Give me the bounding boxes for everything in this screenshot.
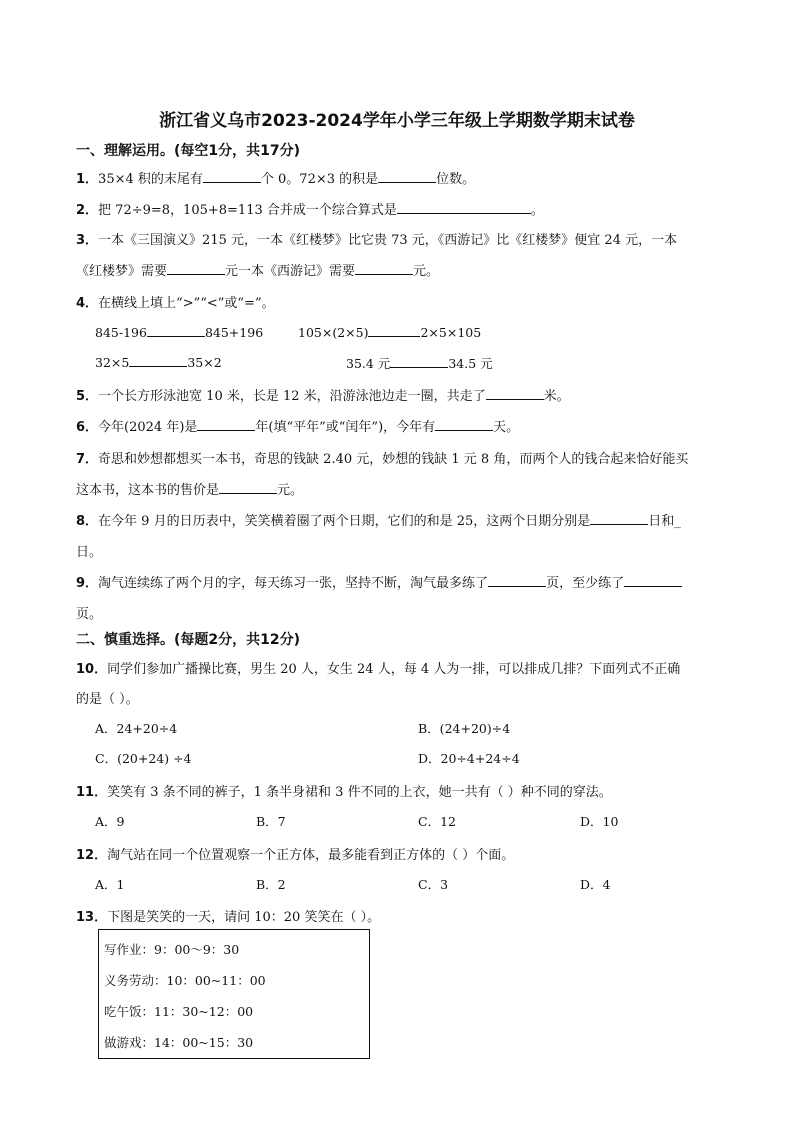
option-a[interactable]: A．1 [95,877,125,892]
option-a[interactable]: A．24+20÷4 [95,721,178,736]
question-9-line-2 [76,603,102,622]
compare-item-1 [95,324,263,340]
expression: 105×(2×5) [298,325,369,340]
answer-blank[interactable] [378,170,436,183]
question-3-line-2 [76,260,439,279]
option-c[interactable]: C．12 [418,814,456,829]
question-10-line-2 [76,688,139,707]
answer-blank[interactable] [624,574,682,587]
answer-blank[interactable] [368,324,420,337]
question-7-line-1 [76,448,688,467]
question-4 [76,292,275,311]
question-13 [76,906,380,925]
question-number: 7． [76,452,99,467]
option-d[interactable]: D．4 [580,877,611,892]
question-text: 在今年 9 月的日历表中，笑笑横着圈了两个日期，它们的和是 25，这两个日期分别是 [98,514,591,529]
expression: 35×2 [187,355,222,370]
question-text: 一本《三国演义》215 元，一本《红楼梦》比它贵 73 元，《西游记》比《红楼梦》便宜 24 元，一本 [98,233,678,248]
question-number: 10． [76,662,108,677]
question-text: 页。 [76,607,103,622]
answer-blank[interactable] [219,481,277,494]
answer-blank[interactable] [397,201,531,214]
question-text: 元。 [277,483,304,498]
answer-blank[interactable] [390,355,448,368]
question-7-line-2 [76,479,303,498]
option-a[interactable]: A．9 [95,814,125,829]
question-text: 位数。 [436,172,476,187]
question-8-line-1 [76,510,681,529]
section-1-heading: 一、理解运用。(每空1分，共17分) [76,143,301,159]
option-b[interactable]: B．7 [256,814,286,829]
compare-item-2 [298,324,481,340]
question-text: 这本书，这本书的售价是 [76,483,220,498]
answer-blank[interactable] [355,262,413,275]
expression: 34.5 元 [448,356,493,371]
question-number: 5． [76,389,99,404]
question-text: 同学们参加广播操比赛，男生 20 人，女生 24 人，每 4 人为一排，可以排成几排？下面列式不正确 [107,662,681,677]
question-number: 4． [76,296,99,311]
question-text: 天。 [493,420,520,435]
question-number: 13． [76,910,108,925]
question-text: 年(填“平年”或“闰年”)，今年有 [255,420,436,435]
question-number: 8． [76,514,99,529]
schedule-item-lunch: 吃午饭：11：30~12：00 [104,1004,254,1019]
answer-blank[interactable] [197,418,255,431]
question-text: 。 [530,203,544,218]
question-text: 元。 [413,264,440,279]
question-11 [76,781,612,800]
answer-blank[interactable] [488,574,546,587]
question-text: 把 72÷9=8，105+8=113 合并成一个综合算式是 [98,203,397,218]
answer-blank[interactable] [203,170,261,183]
expression: 2×5×105 [420,325,482,340]
question-text: 一个长方形泳池宽 10 米，长是 12 米，沿游泳池边走一圈，共走了 [98,389,486,404]
question-text: 元一本《西游记》需要 [225,264,356,279]
question-text: 35×4 积的末尾有 [98,172,203,187]
question-text: 页，至少练了 [546,576,625,591]
schedule-item-labor: 义务劳动：10：00~11：00 [104,973,266,988]
question-8-line-2 [76,541,102,560]
question-text: 淘气连续练了两个月的字，每天练习一张，坚持不断，淘气最多练了 [98,576,489,591]
question-number: 6． [76,420,99,435]
question-text: 奇思和妙想都想买一本书，奇思的钱缺 2.40 元，妙想的钱缺 1 元 8 角，而两个人的钱合起来恰好能买 [98,452,689,467]
page-title: 浙江省义乌市2023-2024学年小学三年级上学期数学期末试卷 [159,111,635,131]
question-text: 《红楼梦》需要 [76,264,168,279]
section-2-heading: 二、慎重选择。(每题2分，共12分) [76,632,301,648]
question-text: 日和_ [648,514,681,529]
question-text: 下图是笑笑的一天，请问 10：20 笑笑在（ ）。 [107,910,381,925]
question-9-line-1 [76,572,682,591]
question-text: 的是（ ）。 [76,692,139,707]
answer-blank[interactable] [167,262,225,275]
question-1 [76,168,475,187]
question-number: 12． [76,848,108,863]
expression: 845-196 [95,325,147,340]
question-text: 淘气站在同一个位置观察一个正方体，最多能看到正方体的（ ）个面。 [107,848,515,863]
question-text: 米。 [543,389,570,404]
expression: 35.4 元 [346,356,391,371]
question-number: 3． [76,233,99,248]
question-text: 个 0。72×3 的积是 [260,172,379,187]
answer-blank[interactable] [129,354,187,367]
question-number: 1． [76,172,99,187]
option-b[interactable]: B．(24+20)÷4 [418,721,511,736]
option-d[interactable]: D．20÷4+24÷4 [418,751,520,766]
expression: 32×5 [95,355,130,370]
compare-item-4 [346,354,493,372]
question-text: 笑笑有 3 条不同的裤子，1 条半身裙和 3 件不同的上衣，她一共有（ ）种不同的穿法。 [107,785,612,800]
question-2 [76,199,544,218]
schedule-item-games: 做游戏：14：00~15：30 [104,1035,254,1050]
question-6 [76,416,519,435]
option-d[interactable]: D．10 [580,814,619,829]
schedule-item-homework: 写作业：9：00～9：30 [104,942,240,957]
compare-item-3 [95,354,222,370]
question-text: 日。 [76,545,103,560]
question-text: 在横线上填上“>”“<”或“=”。 [98,296,275,311]
option-c[interactable]: C．3 [418,877,449,892]
question-5 [76,385,570,404]
option-b[interactable]: B．2 [256,877,286,892]
expression: 845+196 [204,325,264,340]
answer-blank[interactable] [590,512,648,525]
answer-blank[interactable] [435,418,493,431]
question-number: 9． [76,576,99,591]
option-c[interactable]: C．(20+24) ÷4 [95,751,192,766]
question-10-line-1 [76,658,680,677]
question-12 [76,844,514,863]
answer-blank[interactable] [147,324,205,337]
question-number: 11． [76,785,108,800]
question-text: 今年(2024 年)是 [98,420,198,435]
answer-blank[interactable] [486,387,544,400]
question-3-line-1 [76,229,677,248]
question-number: 2． [76,203,99,218]
